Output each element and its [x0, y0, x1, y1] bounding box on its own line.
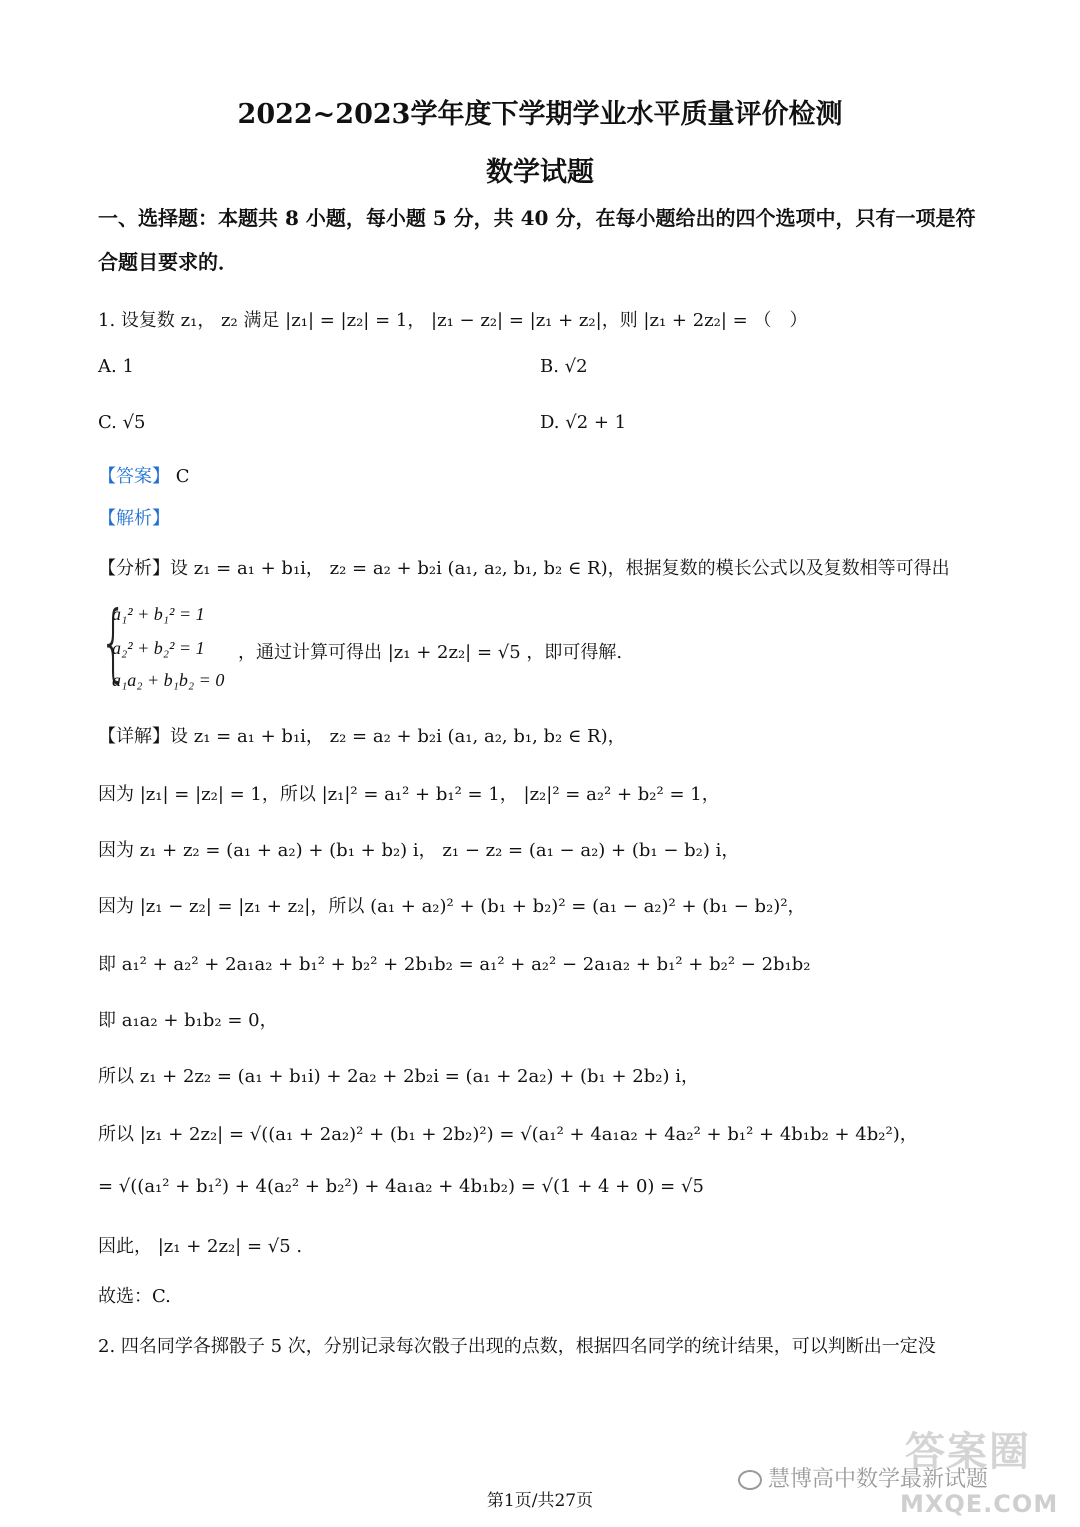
detail-line-10: 因此， |z₁ + 2z₂| = √5 .: [98, 1236, 303, 1257]
detail-text: 设 z₁ = a₁ + b₁i， z₂ = a₂ + b₂i (a₁, a₂, b₁, b₂ ∈ R)，: [170, 726, 626, 747]
system-row-2: a₂² + b₂² = 1: [112, 638, 205, 658]
detail-line-9: = √((a₁² + b₁²) + 4(a₂² + b₂²) + 4a₁a₂ + 4b₁b₂) = √(1 + 4 + 0) = √5: [98, 1176, 704, 1197]
watermark-logo: 答案圈: [905, 1429, 1031, 1475]
detail-line-4: 因为 |z₁ − z₂| = |z₁ + z₂|，所以 (a₁ + a₂)² + (b₁ + b₂)² = (a₁ − a₂)² + (b₁ − b₂)²，: [98, 896, 806, 917]
detail-line-3: 因为 z₁ + z₂ = (a₁ + a₂) + (b₁ + b₂) i， z₁ − z₂ = (a₁ − a₂) + (b₁ − b₂) i，: [98, 840, 740, 861]
detail-line-6: 即 a₁a₂ + b₁b₂ = 0，: [98, 1010, 278, 1031]
question-1-stem: 1. 设复数 z₁， z₂ 满足 |z₁| = |z₂| = 1， |z₁ − z₂| = |z₁ + z₂|，则 |z₁ + 2z₂| = （ ）: [98, 310, 808, 331]
analysis-tag: 【解析】: [98, 508, 170, 529]
watermark-account-text: 慧博高中数学最新试题: [768, 1467, 989, 1492]
detail-line-8: 所以 |z₁ + 2z₂| = √((a₁ + 2a₂)² + (b₁ + 2b₂)²) = √(a₁² + 4a₁a₂ + 4a₂² + b₁² + 4b₁b₂ + 4b₂²)，: [98, 1124, 918, 1145]
system-row-3: a₁a₂ + b₁b₂ = 0: [112, 670, 225, 690]
page-footer: 第1页/共27页: [486, 1491, 594, 1511]
detail-line-11: 故选：C.: [98, 1286, 171, 1307]
answer-value: C: [175, 466, 190, 487]
page-title: 2022~2023学年度下学期学业水平质量评价检测: [237, 99, 843, 130]
system-row-1: a₁² + b₁² = 1: [112, 604, 205, 624]
option-c: C. √5: [98, 412, 146, 433]
section-heading: 一、选择题：本题共 8 小题，每小题 5 分，共 40 分，在每小题给出的四个选项中，只有一项是符合题目要求的．: [98, 206, 976, 274]
answer-line: [98, 462, 190, 488]
option-d: D. √2 + 1: [540, 412, 627, 433]
answer-tag: 【答案】: [98, 466, 170, 487]
detail-line-7: 所以 z₁ + 2z₂ = (a₁ + b₁i) + 2a₂ + 2b₂i = (a₁ + 2a₂) + (b₁ + 2b₂) i，: [98, 1066, 699, 1087]
system-brace: {: [100, 593, 127, 691]
option-b: B. √2: [540, 356, 588, 377]
watermark-url: MXQE.COM: [900, 1490, 1059, 1518]
analysis-heading: [98, 504, 170, 530]
system-conclusion: ，通过计算可得出 |z₁ + 2z₂| = √5 ，即可得解.: [238, 642, 623, 663]
option-a: A. 1: [98, 356, 134, 377]
page-subtitle: 数学试题: [486, 157, 594, 188]
fenxi-text: 设 z₁ = a₁ + b₁i， z₂ = a₂ + b₂i (a₁, a₂, b₁, b₂ ∈ R)，根据复数的模长公式以及复数相等可得出: [170, 558, 950, 579]
question-2-stem: 2. 四名同学各掷骰子 5 次，分别记录每次骰子出现的点数，根据四名同学的统计结果，可以判断出一定没: [98, 1336, 936, 1357]
detail-line-1: [98, 722, 626, 748]
fenxi-line: [98, 554, 950, 580]
detail-line-5: 即 a₁² + a₂² + 2a₁a₂ + b₁² + b₂² + 2b₁b₂ = a₁² + a₂² − 2a₁a₂ + b₁² + b₂² − 2b₁b₂: [98, 954, 811, 975]
detail-line-2: 因为 |z₁| = |z₂| = 1，所以 |z₁|² = a₁² + b₁² = 1， |z₂|² = a₂² + b₂² = 1，: [98, 784, 720, 805]
detail-tag: 【详解】: [98, 726, 170, 747]
fenxi-tag: 【分析】: [98, 558, 170, 579]
